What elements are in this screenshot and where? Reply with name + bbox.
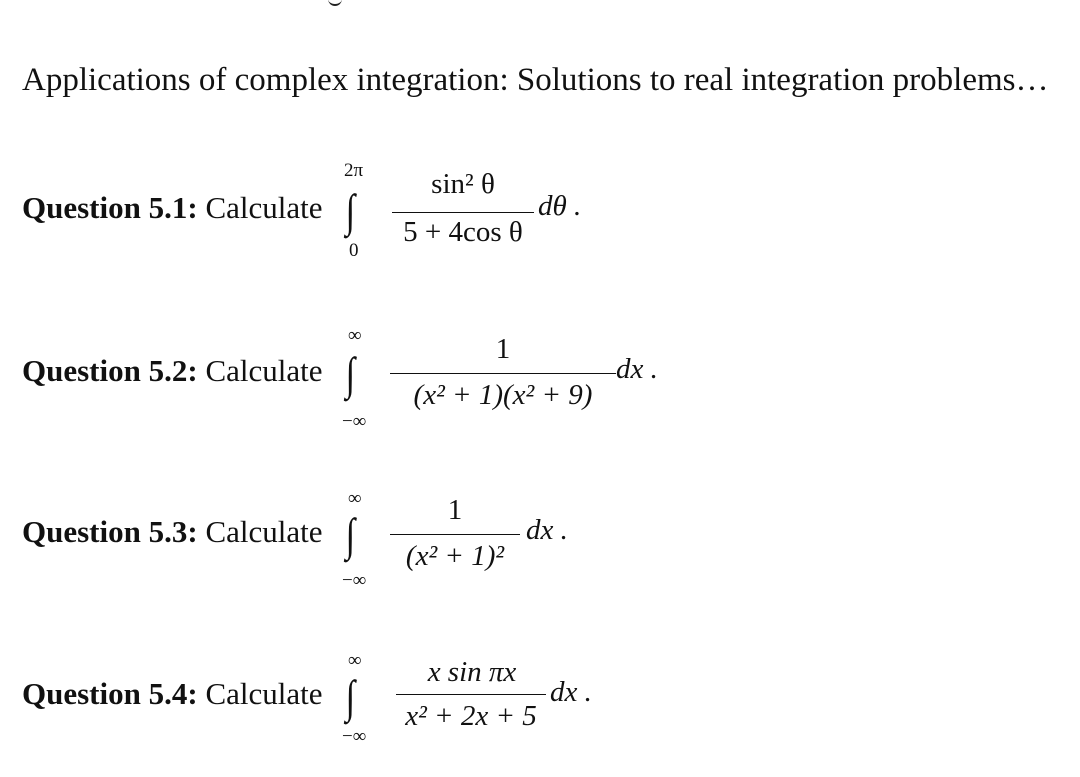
lower-limit: −∞ bbox=[342, 726, 367, 747]
question-verb: Calculate bbox=[205, 190, 323, 225]
numerator: 1 bbox=[447, 494, 463, 526]
upper-limit: ∞ bbox=[348, 650, 362, 671]
section-heading: Applications of complex integration: Solutions to real integration problems… bbox=[22, 62, 1049, 98]
integral-sign: ∫ bbox=[345, 348, 356, 399]
denominator: 5 + 4cos θ bbox=[403, 216, 523, 248]
question-5-4 bbox=[22, 650, 1022, 770]
denominator: x² + 2x + 5 bbox=[405, 700, 537, 732]
denominator: (x² + 1)(x² + 9) bbox=[413, 379, 593, 411]
question-verb: Calculate bbox=[205, 353, 323, 388]
question-label bbox=[22, 676, 323, 712]
lower-limit: 0 bbox=[349, 240, 359, 261]
fraction-bar bbox=[390, 373, 616, 374]
question-5-2 bbox=[22, 325, 1022, 445]
numerator: sin² θ bbox=[431, 168, 495, 200]
question-label bbox=[22, 353, 323, 389]
differential: dx . bbox=[526, 514, 568, 546]
upper-limit: 2π bbox=[344, 160, 364, 181]
question-number: Question 5.2: bbox=[22, 353, 198, 388]
lower-limit: −∞ bbox=[342, 411, 367, 432]
question-number: Question 5.3: bbox=[22, 514, 198, 549]
lower-limit: −∞ bbox=[342, 570, 367, 591]
question-5-1 bbox=[22, 160, 1022, 280]
question-label bbox=[22, 190, 323, 226]
integral-sign: ∫ bbox=[345, 185, 356, 236]
upper-limit: ∞ bbox=[348, 488, 362, 509]
differential: dx . bbox=[550, 676, 592, 708]
numerator: x sin πx bbox=[427, 656, 517, 688]
question-number: Question 5.4: bbox=[22, 676, 198, 711]
question-5-3 bbox=[22, 488, 1022, 608]
integral-sign: ∫ bbox=[345, 509, 356, 560]
question-verb: Calculate bbox=[205, 676, 323, 711]
fraction-bar bbox=[392, 212, 534, 213]
upper-limit: ∞ bbox=[348, 325, 362, 346]
denominator: (x² + 1)² bbox=[405, 540, 505, 572]
question-number: Question 5.1: bbox=[22, 190, 198, 225]
cropped-glyph-mark bbox=[328, 0, 342, 6]
differential: dx . bbox=[616, 353, 658, 385]
fraction-bar bbox=[396, 694, 546, 695]
question-label bbox=[22, 514, 323, 550]
integral-sign: ∫ bbox=[345, 671, 356, 722]
question-verb: Calculate bbox=[205, 514, 323, 549]
numerator: 1 bbox=[495, 333, 511, 365]
fraction-bar bbox=[390, 534, 520, 535]
differential: dθ . bbox=[538, 190, 582, 222]
